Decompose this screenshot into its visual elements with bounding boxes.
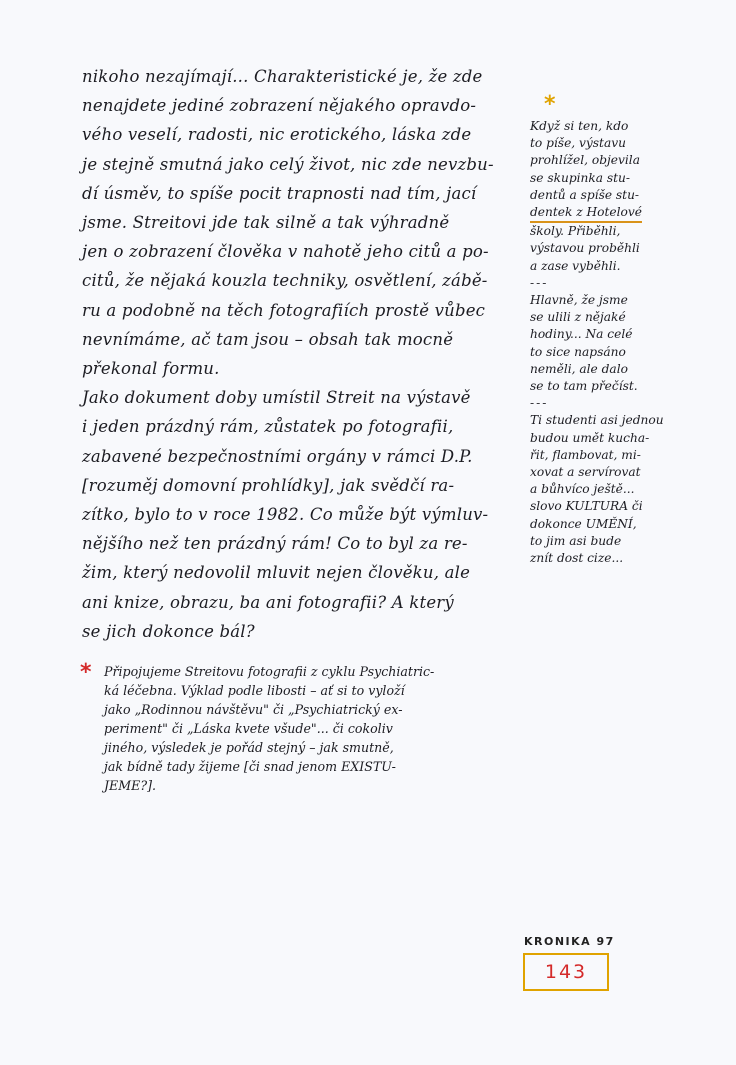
main-line: vého veselí, radosti, nic erotického, láska zde bbox=[82, 125, 472, 145]
main-line: jen o zobrazení člověka v nahotě jeho citů a po- bbox=[82, 242, 489, 262]
side-note-line: neměli, ale dalo bbox=[530, 361, 628, 376]
main-line: citů, že nějaká kouzla techniky, osvětlení, zábě- bbox=[82, 271, 488, 291]
main-line: nějšího než ten prázdný rám! Co to byl za re- bbox=[82, 534, 468, 554]
footnote-line: periment" či „Láska kvete všude"... či cokoliv bbox=[104, 721, 393, 736]
main-line: zabavené bezpečnostními orgány v rámci D.P. bbox=[82, 446, 473, 466]
main-line: je stejně smutná jako celý život, nic zde nevzbu- bbox=[82, 154, 494, 174]
side-note-line: a zase vyběhli. bbox=[530, 258, 621, 273]
side-note-line: a bůhvíco ještě... bbox=[530, 482, 635, 497]
side-note-line: znít dost cize... bbox=[530, 551, 624, 566]
main-line: ani knize, obrazu, ba ani fotografii? A který bbox=[82, 592, 454, 612]
chronicle-imprint: KRONIKA 97 bbox=[524, 935, 615, 948]
side-note-separator: --- bbox=[530, 396, 549, 411]
main-line: se jich dokonce bál? bbox=[82, 621, 255, 641]
main-line: žim, který nedovolil mluvit nejen člověku, ale bbox=[82, 563, 471, 583]
side-note-line: to sice napsáno bbox=[530, 344, 626, 359]
side-note-line: xovat a servírovat bbox=[530, 465, 641, 480]
side-note-line: se skupinka stu- bbox=[530, 170, 631, 185]
side-note-line: dentů a spíše stu- bbox=[530, 187, 640, 202]
main-line: dí úsměv, to spíše pocit trapnosti nad tím, jací bbox=[82, 183, 477, 203]
side-note-line: školy. Přiběhli, bbox=[530, 224, 621, 239]
side-note-line: dentek z Hotelové bbox=[530, 204, 642, 223]
side-note-line: budou umět kucha- bbox=[530, 430, 650, 445]
main-line: ru a podobně na těch fotografiích prostě vůbec bbox=[82, 300, 486, 320]
side-note-line: Když si ten, kdo bbox=[530, 119, 629, 133]
main-line: překonal formu. bbox=[82, 359, 220, 379]
main-line: zítko, bylo to v roce 1982. Co může být výmluv- bbox=[82, 505, 489, 525]
main-line: Jako dokument doby umístil Streit na výstavě bbox=[82, 388, 471, 408]
side-note-line: prohlížel, objevila bbox=[530, 153, 640, 168]
side-note-line: hodiny... Na celé bbox=[530, 327, 633, 342]
side-note-line: se ulili z nějaké bbox=[530, 310, 626, 325]
side-note-line: řit, flambovat, mi- bbox=[530, 447, 641, 462]
side-note-line: to jim asi bude bbox=[530, 533, 622, 548]
footnote-line: jak bídně tady žijeme [či snad jenom EXISTU- bbox=[104, 759, 396, 774]
side-note-line: slovo KULTURA či bbox=[530, 499, 643, 514]
side-note-line: dokonce UMĚNÍ, bbox=[530, 516, 637, 531]
footnote-line: jako „Rodinnou návštěvu" či „Psychiatrický ex- bbox=[104, 702, 403, 717]
side-note-line: se to tam přečíst. bbox=[530, 379, 638, 394]
main-line: jsme. Streitovi jde tak silně a tak výhradně bbox=[82, 213, 450, 233]
side-note-line: Hlavně, že jsme bbox=[530, 293, 628, 308]
footnote-line: ká léčebna. Výklad podle libosti – ať si to vyloží bbox=[104, 683, 405, 698]
side-note-asterisk-icon: * bbox=[544, 92, 556, 117]
footnote-line: Připojujeme Streitovu fotografii z cyklu Psychiatric- bbox=[104, 664, 435, 679]
main-text-block bbox=[82, 62, 520, 646]
footnote-line: jiného, výsledek je pořád stejný – jak smutně, bbox=[104, 740, 394, 755]
side-note-line: Ti studenti asi jednou bbox=[530, 413, 664, 428]
main-line: [rozuměj domovní prohlídky], jak svědčí ra- bbox=[82, 475, 455, 495]
side-note-separator: --- bbox=[530, 275, 549, 290]
main-line: i jeden prázdný rám, zůstatek po fotografii, bbox=[82, 417, 454, 437]
main-line: nevnímáme, ač tam jsou – obsah tak mocně bbox=[82, 329, 454, 349]
side-note bbox=[530, 118, 690, 567]
footnote-line: JEME?]. bbox=[104, 778, 156, 793]
footnote bbox=[104, 662, 524, 795]
main-line: nenajdete jediné zobrazení nějakého opravdo- bbox=[82, 96, 477, 116]
footnote-asterisk-icon: * bbox=[80, 660, 92, 685]
page-number: 143 bbox=[544, 961, 588, 983]
side-note-line: výstavou proběhli bbox=[530, 241, 640, 256]
main-line: nikoho nezajímají... Charakteristické je, že zde bbox=[82, 67, 483, 86]
page-number-box bbox=[523, 953, 609, 991]
side-note-line: to píše, výstavu bbox=[530, 136, 626, 151]
